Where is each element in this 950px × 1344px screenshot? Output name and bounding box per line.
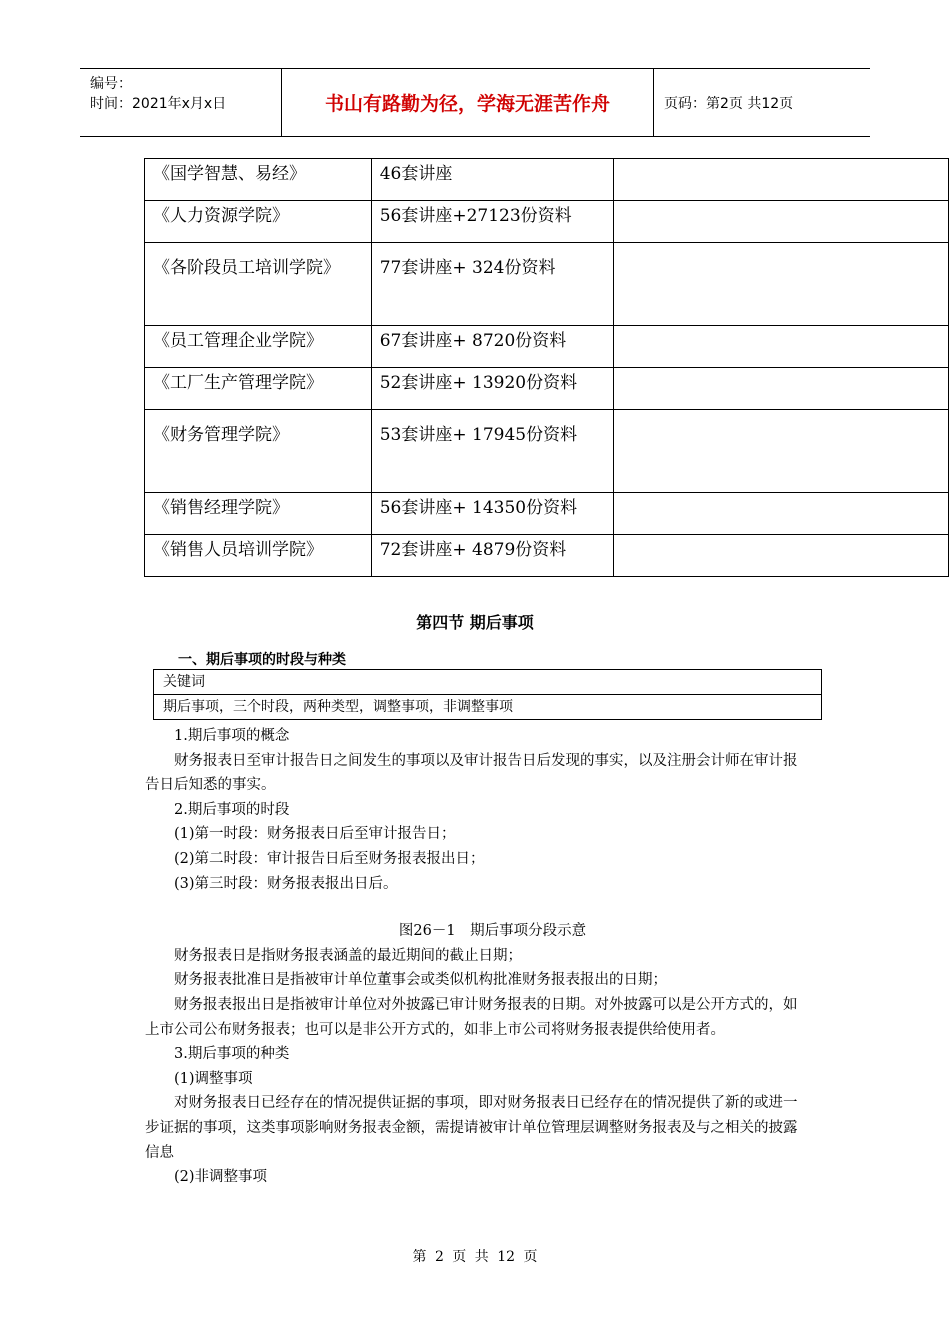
course-note	[614, 243, 949, 326]
table-row	[145, 326, 949, 368]
keywords-box	[153, 669, 822, 720]
table-row	[145, 368, 949, 410]
paragraph: 对财务报表日已经存在的情况提供证据的事项，即对财务报表日已经存在的情况提供了新的或进一步证据的事项，这类事项影响财务报表金额，需提请被审计单位管理层调整财务报表及与之相关的披露信息	[145, 1095, 798, 1161]
course-content: 72套讲座+ 4879份资料	[371, 535, 614, 577]
course-name: 《各阶段员工培训学院》	[145, 243, 372, 326]
course-content: 77套讲座+ 324份资料	[371, 243, 614, 326]
paragraph: 财务报表报出日是指被审计单位对外披露已审计财务报表的日期。对外披露可以是公开方式的，如上市公司公布财务报表；也可以是非公开方式的，如非上市公司将财务报表提供给使用者。	[145, 996, 798, 1038]
paragraph: (3)第三时段：财务报表报出日后。	[174, 875, 398, 892]
subsection-title: 一、期后事项的时段与种类	[178, 652, 346, 668]
table-row	[145, 493, 949, 535]
course-name: 《人力资源学院》	[145, 201, 372, 243]
paragraph: 财务报表批准日是指被审计单位董事会或类似机构批准财务报表报出的日期；	[174, 972, 667, 989]
table-row	[145, 243, 949, 326]
date-label: 时间：2021年x月x日	[90, 96, 227, 112]
paragraph: 财务报表日至审计报告日之间发生的事项以及审计报告日后发现的事实，以及注册会计师在审计报告日后知悉的事实。	[145, 752, 798, 794]
course-table	[144, 158, 949, 577]
paragraph: (1)调整事项	[174, 1070, 253, 1087]
body-text	[145, 724, 810, 1190]
header-meta	[80, 69, 282, 136]
course-name: 《国学智慧、易经》	[145, 159, 372, 201]
paragraph: (1)第一时段：财务报表日后至审计报告日；	[174, 826, 456, 843]
course-note	[614, 326, 949, 368]
paragraph: 1.期后事项的概念	[174, 728, 290, 744]
number-label: 编号：	[90, 76, 132, 92]
course-name: 《工厂生产管理学院》	[145, 368, 372, 410]
course-note	[614, 493, 949, 535]
table-row	[145, 201, 949, 243]
figure-caption: 图26－1 期后事项分段示意	[398, 923, 587, 940]
paragraph: 3.期后事项的种类	[174, 1046, 290, 1063]
paragraph: (2)非调整事项	[174, 1169, 268, 1186]
course-content: 46套讲座	[371, 159, 614, 201]
course-note	[614, 368, 949, 410]
keywords-label: 关键词	[163, 674, 205, 690]
course-note	[614, 410, 949, 493]
course-content: 56套讲座+27123份资料	[371, 201, 614, 243]
page-header	[80, 68, 870, 137]
course-content: 52套讲座+ 13920份资料	[371, 368, 614, 410]
course-content: 56套讲座+ 14350份资料	[371, 493, 614, 535]
paragraph: 2.期后事项的时段	[174, 801, 290, 818]
course-note	[614, 201, 949, 243]
course-name: 《销售经理学院》	[145, 493, 372, 535]
section-title: 第四节 期后事项	[416, 613, 534, 632]
course-name: 《员工管理企业学院》	[145, 326, 372, 368]
keywords-value: 期后事项，三个时段，两种类型，调整事项，非调整事项	[154, 694, 821, 719]
table-row	[145, 159, 949, 201]
course-note	[614, 535, 949, 577]
course-name: 《销售人员培训学院》	[145, 535, 372, 577]
course-name: 《财务管理学院》	[145, 410, 372, 493]
table-row	[145, 535, 949, 577]
header-page-info: 页码：第2页 共12页	[664, 96, 794, 112]
table-row	[145, 410, 949, 493]
paragraph: 财务报表日是指财务报表涵盖的最近期间的截止日期；	[174, 947, 522, 964]
course-content: 53套讲座+ 17945份资料	[371, 410, 614, 493]
course-content: 67套讲座+ 8720份资料	[371, 326, 614, 368]
paragraph: (2)第二时段：审计报告日后至财务报表报出日；	[174, 850, 485, 867]
course-note	[614, 159, 949, 201]
page-footer: 第 2 页 共 12 页	[412, 1249, 538, 1265]
header-motto: 书山有路勤为径，学海无涯苦作舟	[282, 69, 654, 136]
